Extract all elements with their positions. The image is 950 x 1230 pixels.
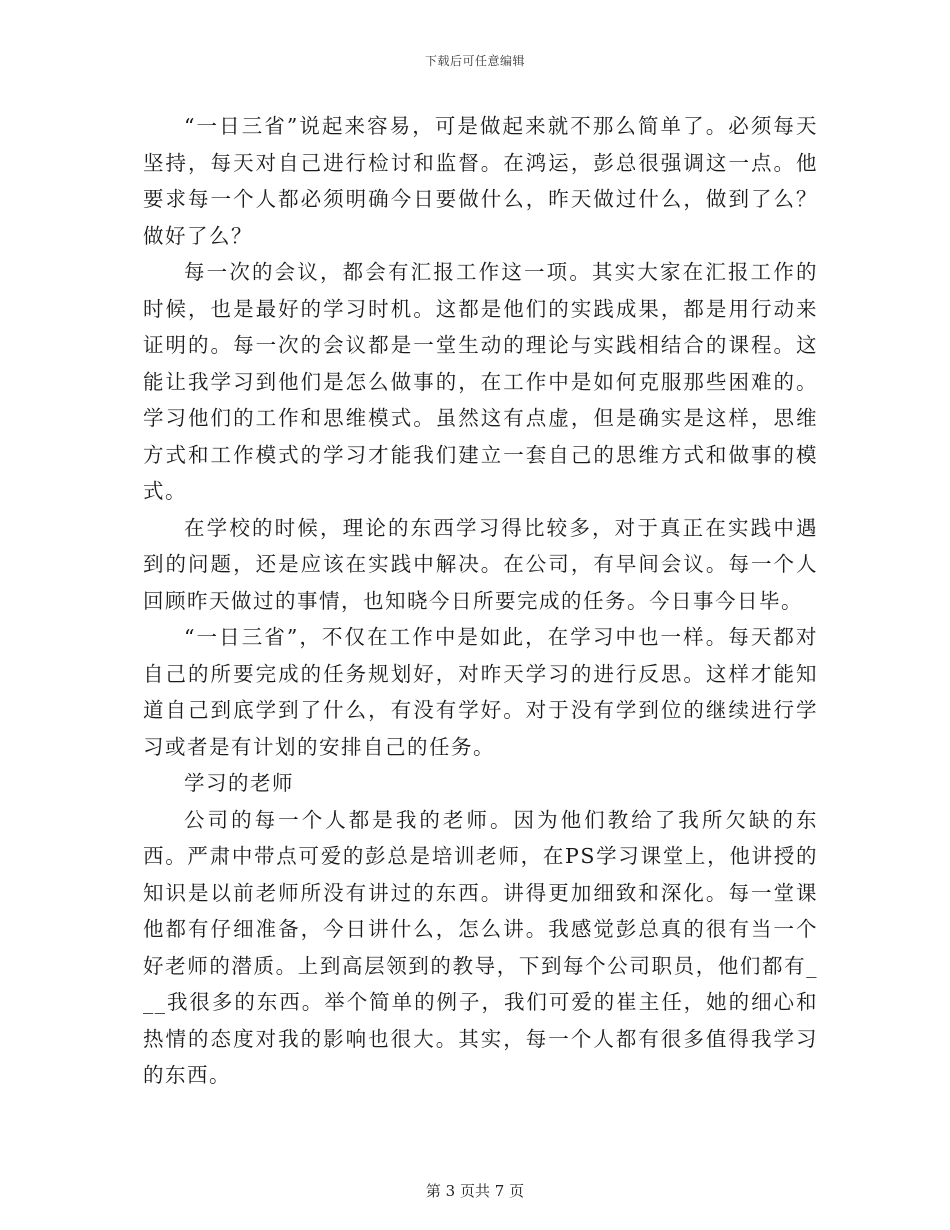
document-body [143,108,818,1094]
paragraph-reflection: “一日三省”说起来容易，可是做起来就不那么简单了。必须每天坚持，每天对自己进行检讨和监督。在鸿运，彭总很强调这一点。他要求每一个人都必须明确今日要做什么，昨天做过什么，做到了么？做好了么？ [143,114,818,248]
paragraph-daily-review: “一日三省”，不仅在工作中是如此，在学习中也一样。每天都对自己的所要完成的任务规划好，对昨天学习的进行反思。这样才能知道自己到底学到了什么，有没有学好。对于没有学到位的继续进行学习或者是有计划的安排自己的任务。 [143,625,818,759]
section-heading-teachers: 学习的老师 [184,771,294,795]
paragraph-teachers: 公司的每一个人都是我的老师。因为他们教给了我所欠缺的东西。严肃中带点可爱的彭总是培训老师，在PS学习课堂上，他讲授的知识是以前老师所没有讲过的东西。讲得更加细致和深化。每一堂课他都有仔细准备，今日讲什么，怎么讲。我感觉彭总真的很有当一个好老师的潜质。上到高层领到的教导，下到每个公司职员，他们都有___我很多的东西。举个简单的例子，我们可爱的崔主任，她的细心和热情的态度对我的影响也很大。其实，每一个人都有很多值得我学习的东西。 [143,807,818,1087]
paragraph-meetings: 每一次的会议，都会有汇报工作这一项。其实大家在汇报工作的时候，也是最好的学习时机。这都是他们的实践成果，都是用行动来证明的。每一次的会议都是一堂生动的理论与实践相结合的课程。这能让我学习到他们是怎么做事的，在工作中是如何克服那些困难的。学习他们的工作和思维模式。虽然这有点虚，但是确实是这样，思维方式和工作模式的学习才能我们建立一套自己的思维方式和做事的模式。 [143,260,818,503]
page-number: 第 3 页共 7 页 [425,1182,525,1200]
page-header: 下载后可任意编辑 [424,54,525,68]
paragraph-school: 在学校的时候，理论的东西学习得比较多，对于真正在实践中遇到的问题，还是应该在实践中解决。在公司，有早间会议。每一个人回顾昨天做过的事情，也知晓今日所要完成的任务。今日事今日毕。 [143,515,818,613]
